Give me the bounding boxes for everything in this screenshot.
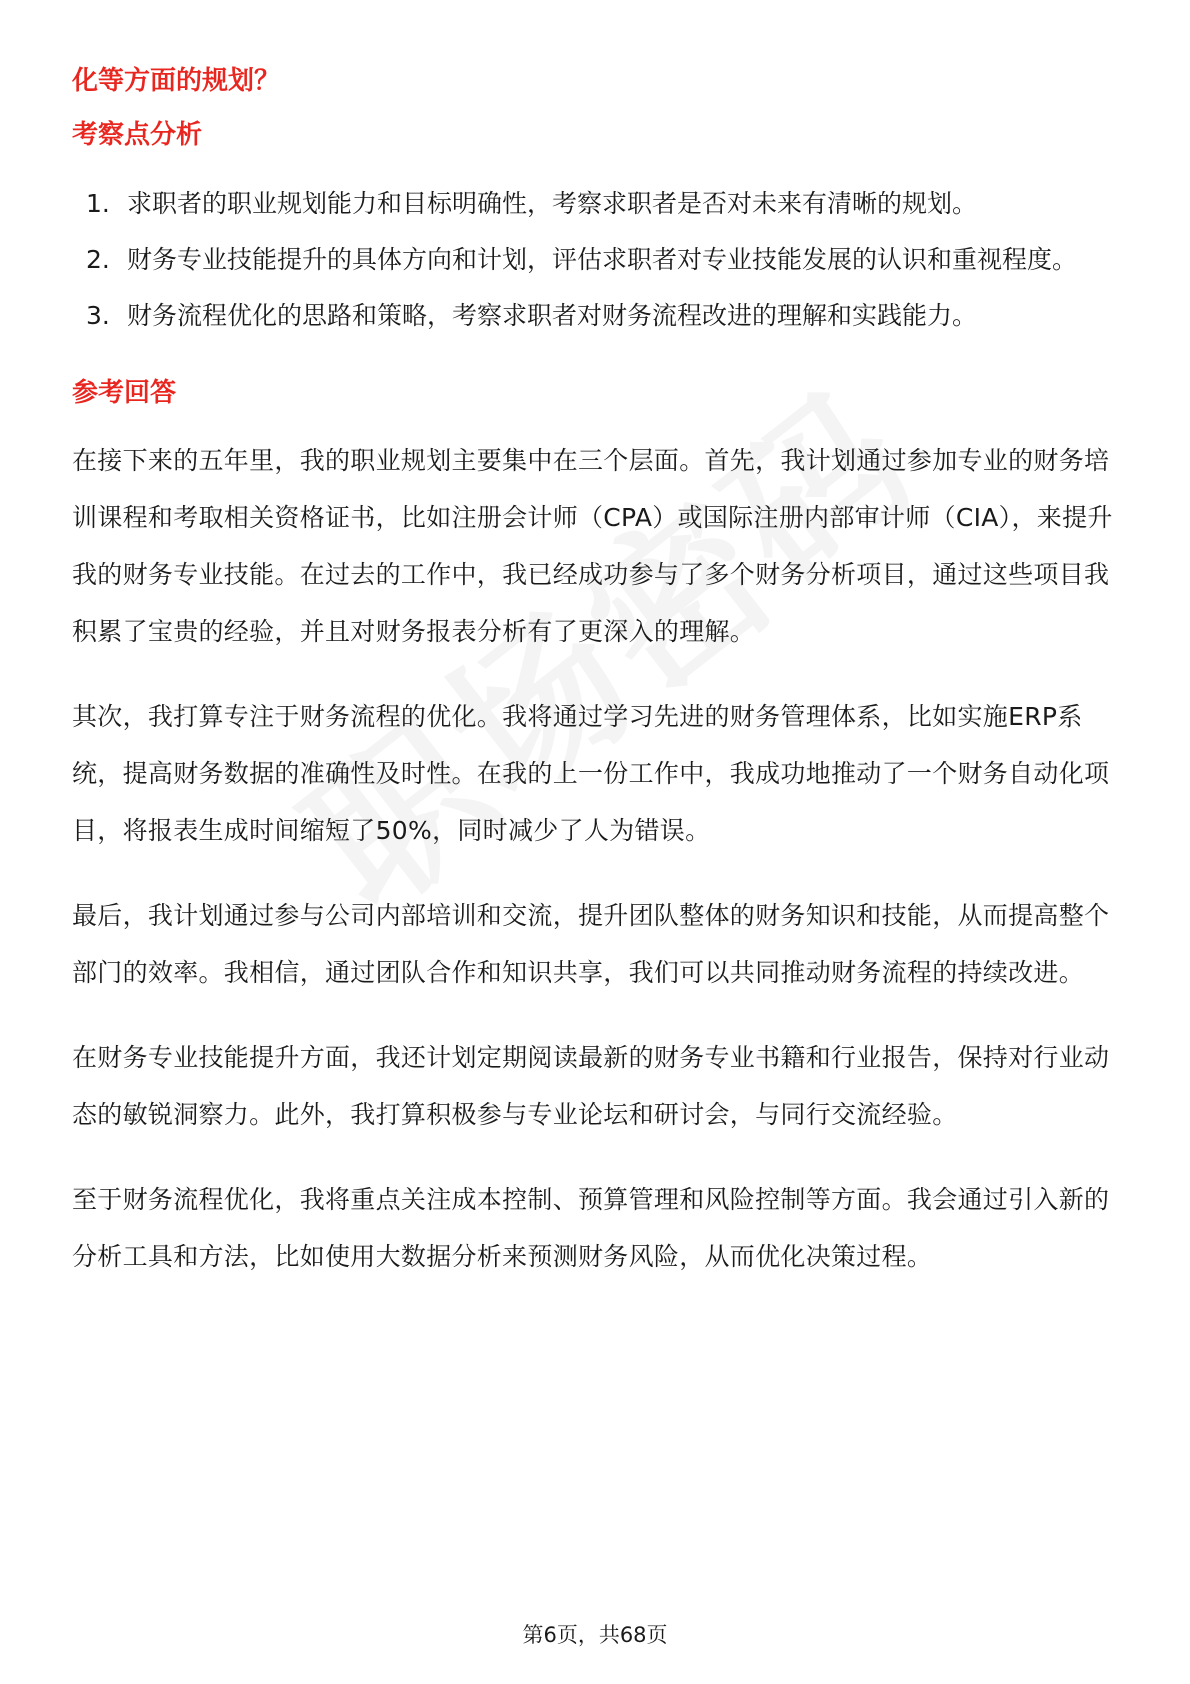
answer-paragraph: 其次，我打算专注于财务流程的优化。我将通过学习先进的财务管理体系，比如实施ERP系统，提高财务数据的准确性及时性。在我的上一份工作中，我成功地推动了一个财务自动化项目，将报表生成时间缩短了50%，同时减少了人为错误。 <box>72 702 1110 845</box>
list-number: 3. <box>86 301 110 330</box>
answer-paragraph: 在接下来的五年里，我的职业规划主要集中在三个层面。首先，我计划通过参加专业的财务培训课程和考取相关资格证书，比如注册会计师（CPA）或国际注册内部审计师（CIA），来提升我的财务专业技能。在过去的工作中，我已经成功参与了多个财务分析项目，通过这些项目我积累了宝贵的经验，并且对财务报表分析有了更深入的理解。 <box>72 446 1113 646</box>
analysis-heading: 考察点分析 <box>72 120 203 150</box>
analysis-point <box>72 232 1120 288</box>
page-content <box>72 54 1120 1313</box>
answer-paragraph: 至于财务流程优化，我将重点关注成本控制、预算管理和风险控制等方面。我会通过引入新的分析工具和方法，比如使用大数据分析来预测财务风险，从而优化决策过程。 <box>72 1185 1110 1271</box>
page-number: 第6页，共68页 <box>522 1623 668 1647</box>
list-number: 2. <box>86 245 110 274</box>
analysis-point-text: 求职者的职业规划能力和目标明确性，考察求职者是否对未来有清晰的规划。 <box>127 189 978 218</box>
answer-heading: 参考回答 <box>72 378 177 408</box>
analysis-list <box>72 176 1120 344</box>
analysis-point-text: 财务专业技能提升的具体方向和计划，评估求职者对专业技能发展的认识和重视程度。 <box>127 245 1078 274</box>
list-number: 1. <box>86 189 110 218</box>
analysis-point <box>72 288 1120 344</box>
analysis-point <box>72 176 1120 232</box>
continued-question-heading: 化等方面的规划？ <box>72 66 281 96</box>
analysis-point-text: 财务流程优化的思路和策略，考察求职者对财务流程改进的理解和实践能力。 <box>127 301 978 330</box>
answer-paragraph: 在财务专业技能提升方面，我还计划定期阅读最新的财务专业书籍和行业报告，保持对行业动态的敏锐洞察力。此外，我打算积极参与专业论坛和研讨会，与同行交流经验。 <box>72 1043 1110 1129</box>
answer-paragraph: 最后，我计划通过参与公司内部培训和交流，提升团队整体的财务知识和技能，从而提高整个部门的效率。我相信，通过团队合作和知识共享，我们可以共同推动财务流程的持续改进。 <box>72 901 1110 987</box>
